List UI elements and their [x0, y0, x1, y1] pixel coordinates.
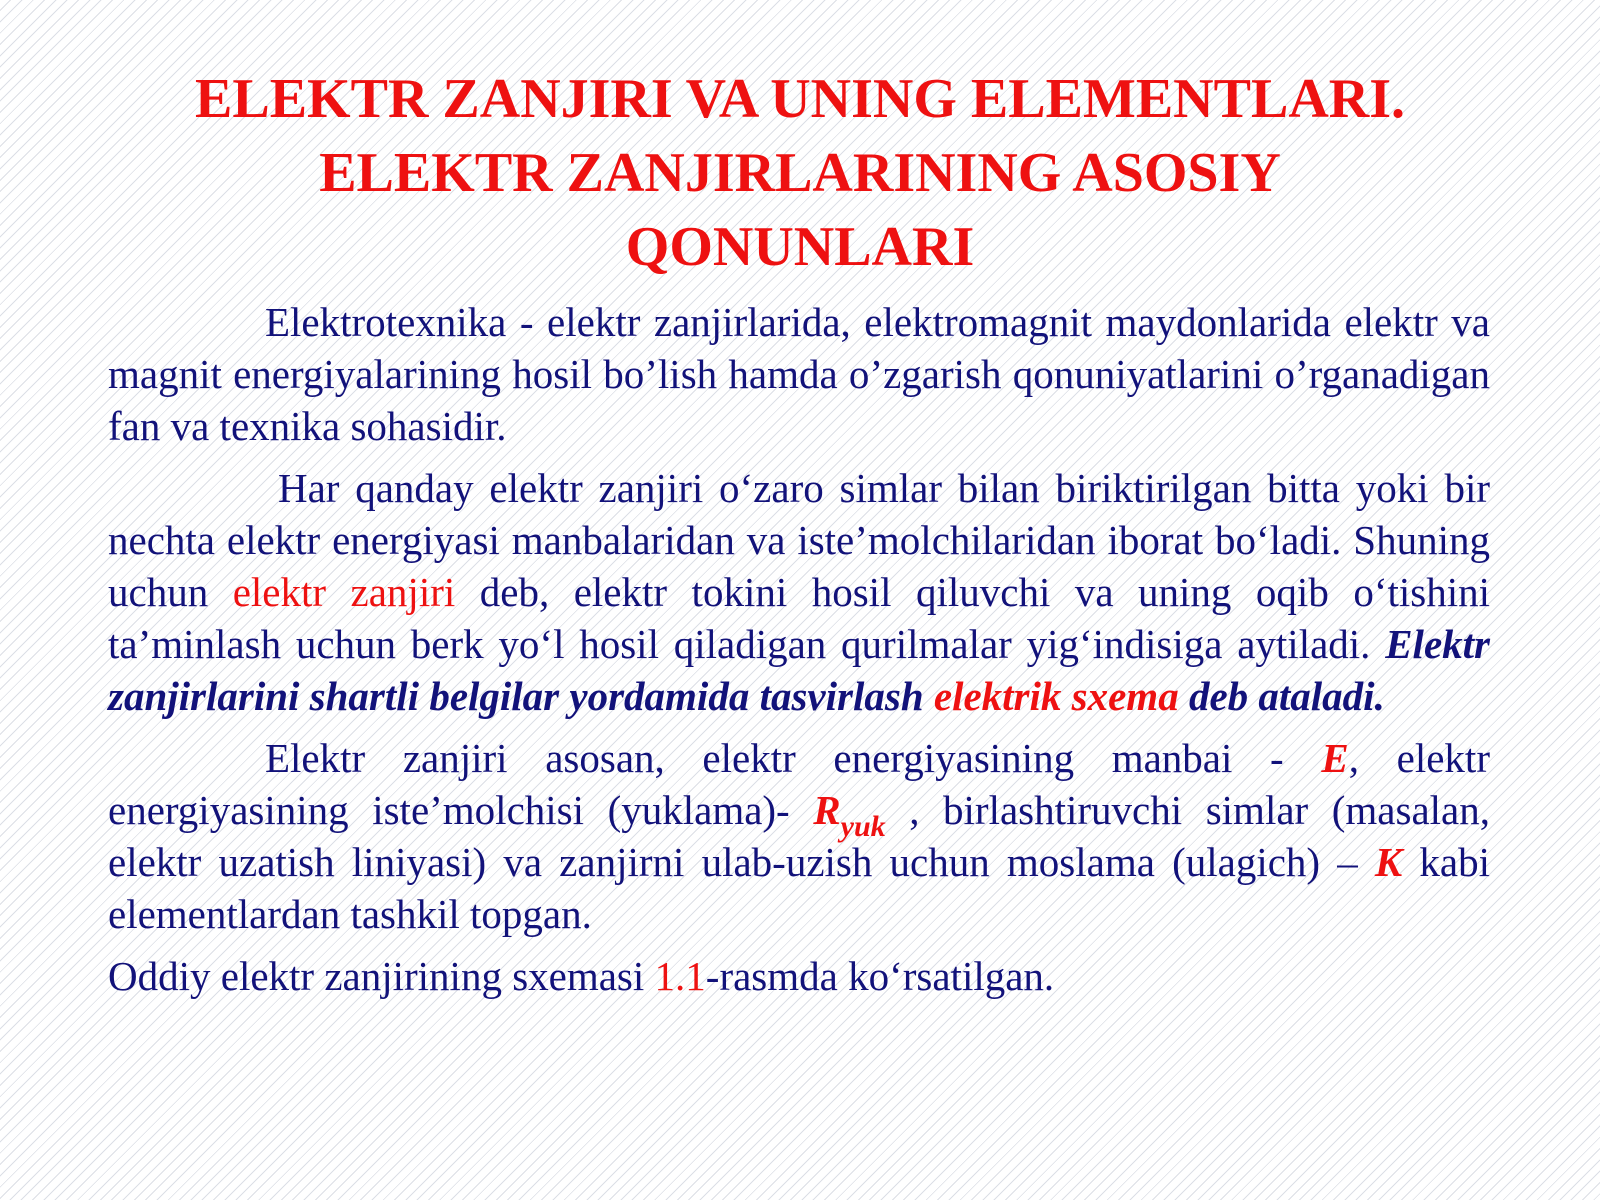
- p2-emphasis-1: Elektr zanjirlarini shartli belgilar yordamida tasvirlash: [108, 621, 1490, 719]
- slide-title: [100, 62, 1500, 284]
- paragraph-figure-reference: [108, 950, 1490, 1002]
- figure-ref: 1.1: [654, 953, 706, 999]
- paragraph-electric-circuit: [108, 462, 1490, 722]
- p2-text-2: deb, elektr tokini hosil qiluvchi va uning oqib o‘tishini ta’minlash uchun berk yo‘l hosil qiladigan qurilmalar yig‘indisiga aytiladi.: [108, 569, 1490, 667]
- p2-emphasis-2: deb ataladi.: [1178, 673, 1385, 719]
- term-electric-scheme: elektrik sxema: [933, 673, 1179, 719]
- paragraph-definition: Elektrotexnika - elektr zanjirlarida, elektromagnit maydonlarida elektr va magnit energiyalarining hosil bo’lish hamda o’zgarish qonuniyatlarini o’rganadigan fan va texnika sohasidir.: [108, 299, 1490, 449]
- p3-text-2: , elektr energiyasining iste’molchisi (yuklama)-: [108, 735, 1490, 833]
- symbol-source-e: E: [1321, 735, 1349, 781]
- p4-text-1: Oddiy elektr zanjirining sxemasi: [108, 953, 655, 999]
- slide-body: [108, 296, 1490, 1002]
- symbol-r-letter: R: [813, 787, 841, 833]
- symbol-switch-k: K: [1374, 839, 1403, 885]
- paragraph-circuit-elements: [108, 732, 1490, 940]
- title-line-3: QONUNLARI: [625, 216, 975, 278]
- p2-text-1: Har qanday elektr zanjiri o‘zaro simlar bilan biriktirilgan bitta yoki bir nechta elektr energiyasi manbalaridan va iste’molchilaridan iborat bo‘ladi. Shuning uchun: [108, 465, 1490, 615]
- term-electric-circuit: elektr zanjiri: [232, 569, 456, 615]
- p3-text-1: Elektr zanjiri asosan, elektr energiyasining manbai -: [265, 735, 1322, 781]
- title-line-1: ELEKTR ZANJIRI VA UNING ELEMENTLARI.: [195, 68, 1405, 130]
- p3-text-3: , birlashtiruvchi simlar (masalan, elektr uzatish liniyasi) va zanjirni ulab-uzish uchun moslama (ulagich) –: [108, 787, 1490, 885]
- symbol-load-r: [813, 787, 886, 843]
- p3-text-4: kabi elementlardan tashkil topgan.: [108, 839, 1491, 937]
- title-line-2: ELEKTR ZANJIRLARINING ASOSIY: [319, 142, 1281, 204]
- symbol-r-subscript: yuk: [840, 810, 886, 843]
- p4-text-2: -rasmda ko‘rsatilgan.: [705, 953, 1055, 999]
